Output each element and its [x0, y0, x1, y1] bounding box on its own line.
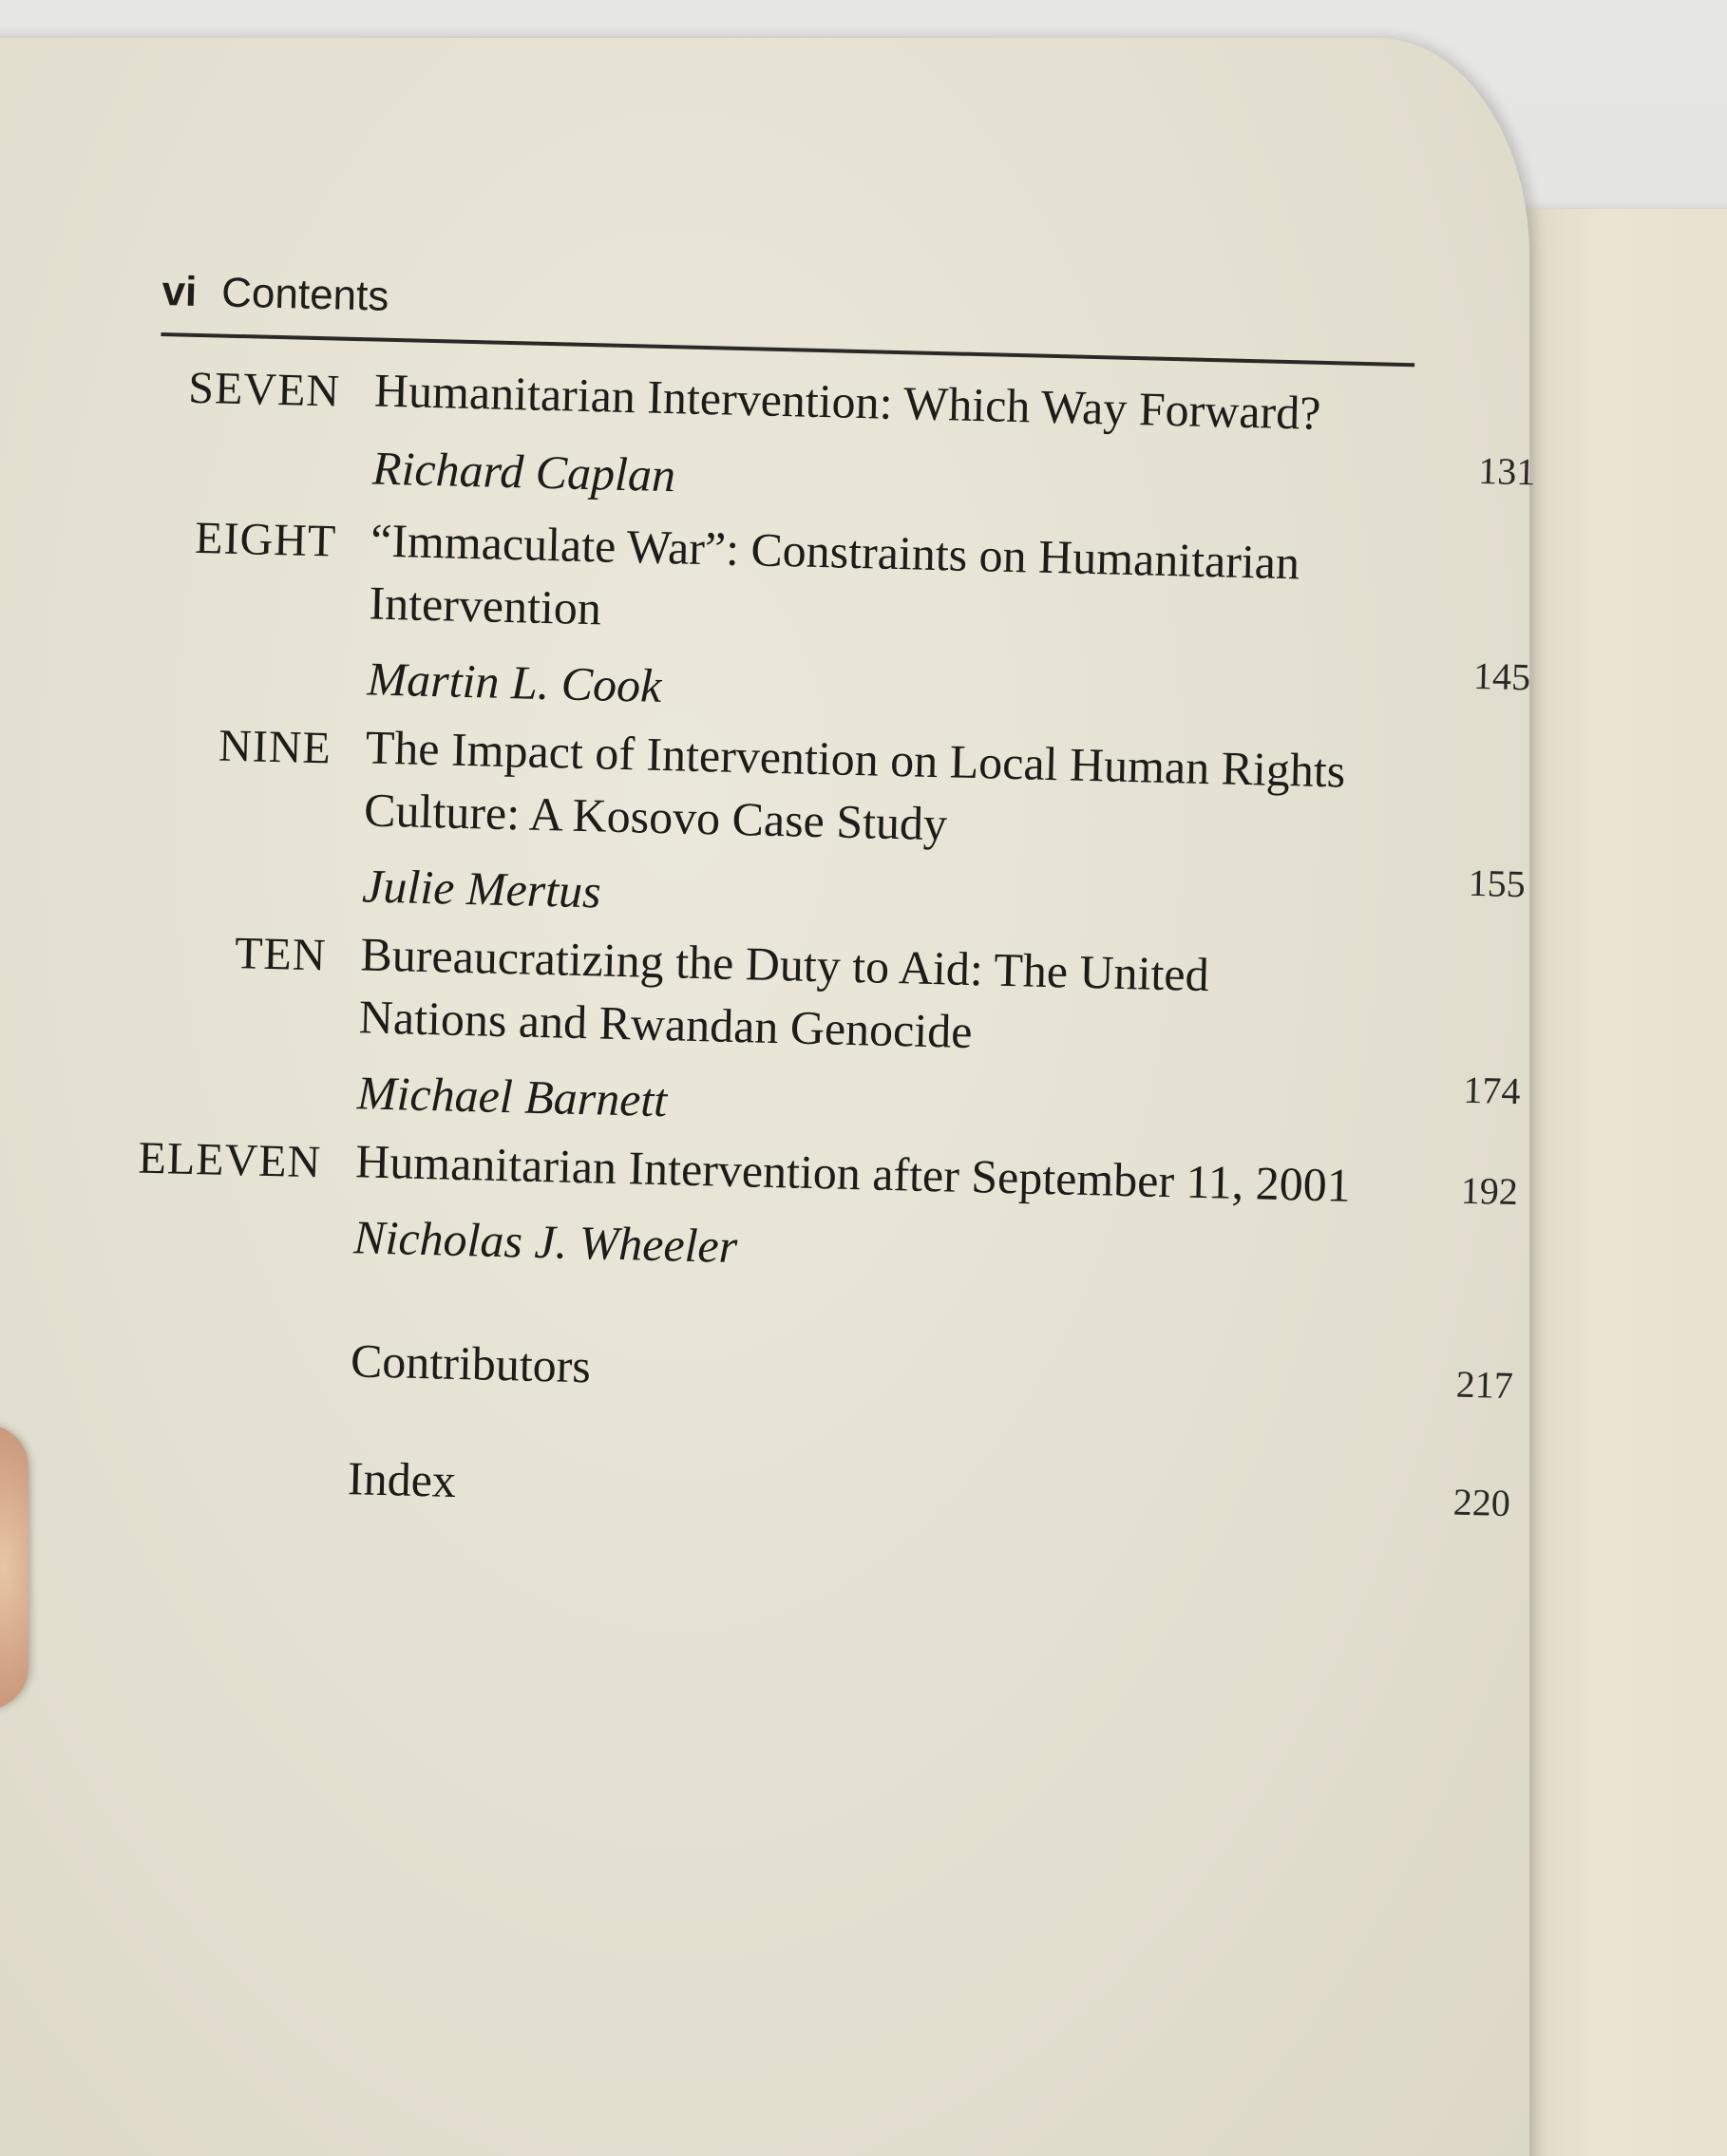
toc-entry-index[interactable]	[0, 1437, 1699, 1525]
chapter-number: TEN	[234, 928, 328, 981]
toc-entry-ten[interactable]	[0, 914, 1712, 1127]
chapter-author: Martin L. Cook	[366, 652, 663, 712]
toc-entry-seven[interactable]	[0, 350, 1725, 502]
header-rule	[161, 332, 1414, 367]
chapter-number: ELEVEN	[138, 1132, 322, 1188]
chapter-author: Nicholas J. Wheeler	[352, 1210, 738, 1274]
chapter-title: “Immaculate War”: Constraints on Humanitarian Intervention	[368, 513, 1300, 635]
page-number: 174	[1462, 1068, 1521, 1113]
chapter-number: SEVEN	[187, 362, 341, 417]
chapter-title: Humanitarian Intervention: Which Way Forward?	[373, 363, 1322, 440]
page-number: 155	[1468, 861, 1527, 906]
section-title: Contributors	[350, 1333, 592, 1393]
page-number: 220	[1452, 1480, 1511, 1525]
page-number: 217	[1455, 1362, 1514, 1408]
section-title: Index	[347, 1451, 457, 1507]
running-title: Contents	[220, 269, 389, 320]
toc-entry-nine[interactable]	[0, 707, 1717, 918]
chapter-number: NINE	[218, 720, 332, 774]
page-folio: vi	[161, 268, 198, 315]
chapter-title: Bureaucratizing the Duty to Aid: The United Nations and Rwandan Genocide	[358, 927, 1210, 1059]
toc-entry-eight[interactable]	[0, 500, 1722, 712]
chapter-number: EIGHT	[194, 512, 337, 567]
page-number: 192	[1460, 1168, 1519, 1214]
chapter-author: Julie Mertus	[361, 859, 602, 918]
page-number: 131	[1477, 448, 1536, 494]
chapter-author: Michael Barnett	[356, 1066, 668, 1127]
chapter-author: Richard Caplan	[371, 441, 676, 502]
toc-entry-eleven[interactable]	[0, 1121, 1707, 1274]
running-header	[161, 268, 389, 321]
toc-entry-contributors[interactable]	[0, 1320, 1702, 1408]
chapter-title: Humanitarian Intervention after September 11, 2001	[354, 1134, 1352, 1212]
chapter-title: The Impact of Intervention on Local Human Rights Culture: A Kosovo Case Study	[363, 720, 1346, 851]
page-number: 145	[1472, 653, 1531, 699]
